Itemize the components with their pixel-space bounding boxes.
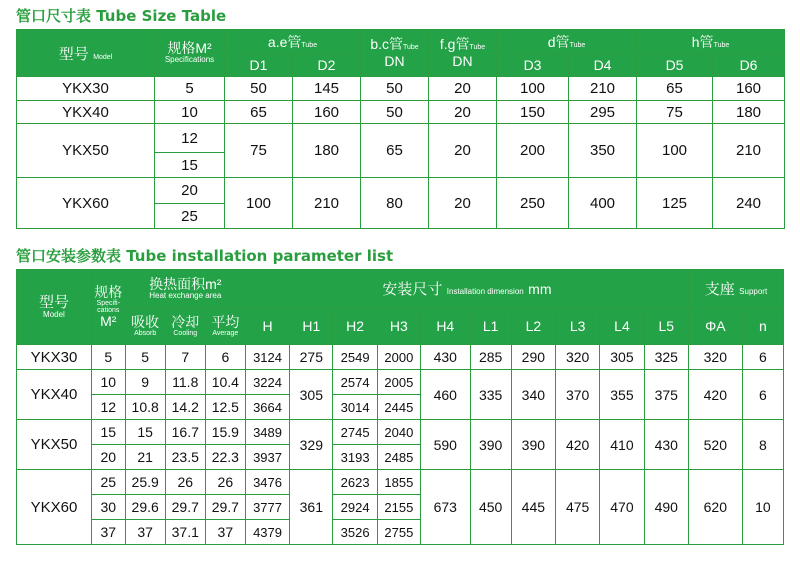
n-header: n	[742, 308, 783, 345]
h2-cell: 3014	[333, 395, 377, 420]
bc-dn-label: DN	[384, 53, 405, 70]
spec-cell: 12	[91, 395, 125, 420]
spec-cell: 15	[155, 153, 225, 178]
install-model-en: Model	[43, 309, 65, 319]
dn_fg-cell: 20	[429, 101, 497, 124]
l3-cell: 475	[556, 470, 600, 545]
dn_fg-cell: 20	[429, 124, 497, 178]
h3-cell: 2155	[377, 495, 420, 520]
n-cell: 10	[742, 470, 783, 545]
model-cell: YKX60	[17, 470, 92, 545]
absorb-cell: 37	[125, 520, 165, 545]
cooling-cell: 14.2	[165, 395, 205, 420]
spec-cell: 37	[91, 520, 125, 545]
install-spec-header	[91, 270, 125, 345]
table-row	[17, 77, 785, 101]
installation-body	[17, 345, 784, 545]
h3-cell: 1855	[377, 470, 420, 495]
heat-area-header	[125, 270, 245, 308]
bc-header-cn: b.c管	[370, 36, 403, 53]
model-header-en: Model	[93, 53, 113, 61]
l1-cell: 335	[470, 370, 511, 420]
spec-cell: 12	[155, 124, 225, 153]
h2-cell: 2549	[333, 345, 377, 370]
cooling-cell: 16.7	[165, 420, 205, 445]
model-cell: YKX30	[17, 77, 155, 101]
d1-cell: 50	[225, 77, 293, 101]
h1-cell: 329	[290, 420, 333, 470]
header-row	[17, 30, 785, 54]
d6-cell: 240	[713, 178, 785, 229]
h-cell: 4379	[245, 520, 289, 545]
l1-cell: 450	[470, 470, 511, 545]
l1-cell: 285	[470, 345, 511, 370]
spec-header-cn: 规格M²	[167, 40, 212, 57]
d4-cell: 210	[569, 77, 637, 101]
install-spec-unit: M²	[100, 313, 117, 330]
cooling-cell: 11.8	[165, 370, 205, 395]
n-cell: 6	[742, 345, 783, 370]
model-header-cn: 型号	[58, 45, 89, 63]
d5-cell: 100	[637, 124, 713, 178]
absorb-cell: 9	[125, 370, 165, 395]
h1-cell: 305	[290, 370, 333, 420]
table-row	[17, 470, 784, 495]
h3-cell: 2755	[377, 520, 420, 545]
l4-header: L4	[600, 308, 644, 345]
model-cell: YKX40	[17, 370, 92, 420]
cooling-header	[165, 308, 205, 345]
absorb-cell: 21	[125, 445, 165, 470]
average-en: Average	[212, 329, 239, 337]
h3-cell: 2445	[377, 395, 420, 420]
d1-cell: 75	[225, 124, 293, 178]
h4-cell: 460	[420, 370, 470, 420]
d-header-en: Tube	[569, 41, 586, 49]
spec-cell: 25	[155, 204, 225, 229]
model-cell: YKX50	[17, 124, 155, 178]
heat-area-cn: 换热面积m²	[149, 275, 222, 292]
table-row	[17, 101, 785, 124]
l2-cell: 445	[511, 470, 555, 545]
d1-header: D1	[225, 54, 293, 77]
cooling-en: Cooling	[173, 329, 198, 337]
average-cell: 22.3	[205, 445, 245, 470]
absorb-cell: 15	[125, 420, 165, 445]
h1-header: H1	[290, 308, 333, 345]
n-cell: 6	[742, 370, 783, 420]
support-header	[688, 270, 783, 308]
absorb-cell: 10.8	[125, 395, 165, 420]
cooling-cell: 26	[165, 470, 205, 495]
h2-cell: 2574	[333, 370, 377, 395]
support-cn: 支座	[704, 281, 735, 298]
table-row	[17, 178, 785, 204]
d2-cell: 180	[293, 124, 361, 178]
support-en: Support	[739, 287, 768, 296]
model-header	[17, 30, 155, 77]
table-row	[17, 345, 784, 370]
average-cell: 10.4	[205, 370, 245, 395]
d1-cell: 100	[225, 178, 293, 229]
install-model-cn: 型号	[38, 293, 69, 311]
l4-cell: 470	[600, 470, 644, 545]
d3-cell: 100	[497, 77, 569, 101]
h-cell: 3224	[245, 370, 289, 395]
table-row	[17, 420, 784, 445]
model-cell: YKX60	[17, 178, 155, 229]
h3-cell: 2040	[377, 420, 420, 445]
h-cell: 3664	[245, 395, 289, 420]
average-header	[205, 308, 245, 345]
spec-cell: 5	[155, 77, 225, 101]
average-cell: 37	[205, 520, 245, 545]
table-row	[17, 124, 785, 153]
ae-header-en: Tube	[301, 41, 318, 49]
l2-cell: 340	[511, 370, 555, 420]
h3-cell: 2005	[377, 370, 420, 395]
dn_bc-cell: 50	[361, 77, 429, 101]
tube-size-body	[17, 77, 785, 229]
dn_bc-cell: 50	[361, 101, 429, 124]
d3-cell: 150	[497, 101, 569, 124]
cooling-cell: 7	[165, 345, 205, 370]
install-dim-cn: 安装尺寸	[382, 281, 443, 298]
d4-cell: 350	[569, 124, 637, 178]
d6-cell: 160	[713, 77, 785, 101]
fg-header-en: Tube	[469, 44, 486, 52]
absorb-cn: 吸收	[131, 313, 160, 330]
d2-header: D2	[293, 54, 361, 77]
average-cell: 26	[205, 470, 245, 495]
dn_bc-cell: 80	[361, 178, 429, 229]
l4-cell: 410	[600, 420, 644, 470]
d4-cell: 295	[569, 101, 637, 124]
installation-table	[16, 269, 784, 545]
l4-cell: 355	[600, 370, 644, 420]
l1-cell: 390	[470, 420, 511, 470]
h3-cell: 2485	[377, 445, 420, 470]
ae-tube-header	[225, 30, 361, 54]
h2-header: H2	[333, 308, 377, 345]
phia-cell: 620	[688, 470, 742, 545]
spec-cell: 5	[91, 345, 125, 370]
d2-cell: 210	[293, 178, 361, 229]
install-dim-en: Installation dimension	[446, 287, 524, 296]
model-cell: YKX50	[17, 420, 92, 470]
model-cell: YKX40	[17, 101, 155, 124]
l3-cell: 370	[556, 370, 600, 420]
l2-header: L2	[511, 308, 555, 345]
h-cell: 3937	[245, 445, 289, 470]
cooling-cell: 29.7	[165, 495, 205, 520]
spec-cell: 30	[91, 495, 125, 520]
phia-cell: 320	[688, 345, 742, 370]
h4-cell: 590	[420, 420, 470, 470]
fg-tube-header	[429, 30, 497, 77]
l1-header: L1	[470, 308, 511, 345]
install-spec-en2: cations	[97, 307, 120, 314]
model-cell: YKX30	[17, 345, 92, 370]
l2-cell: 290	[511, 345, 555, 370]
d5-cell: 125	[637, 178, 713, 229]
l5-cell: 325	[644, 345, 688, 370]
dn_fg-cell: 20	[429, 77, 497, 101]
install-subheader-row	[17, 308, 784, 345]
h-tube-header	[637, 30, 785, 54]
d5-cell: 75	[637, 101, 713, 124]
fg-dn-label: DN	[452, 53, 473, 70]
h2-cell: 2623	[333, 470, 377, 495]
h-cell: 3777	[245, 495, 289, 520]
h2-cell: 3193	[333, 445, 377, 470]
l2-cell: 390	[511, 420, 555, 470]
l5-cell: 375	[644, 370, 688, 420]
spec-cell: 15	[91, 420, 125, 445]
phia-cell: 420	[688, 370, 742, 420]
h3-header: H3	[377, 308, 420, 345]
d2-cell: 145	[293, 77, 361, 101]
l5-cell: 490	[644, 470, 688, 545]
tube-size-table	[16, 29, 785, 229]
h2-cell: 2745	[333, 420, 377, 445]
l3-header: L3	[556, 308, 600, 345]
h-header: H	[245, 308, 289, 345]
spec-cell: 20	[91, 445, 125, 470]
average-cell: 29.7	[205, 495, 245, 520]
h1-cell: 275	[290, 345, 333, 370]
install-dim-header	[245, 270, 688, 308]
install-header-row	[17, 270, 784, 308]
h3-cell: 2000	[377, 345, 420, 370]
absorb-cell: 5	[125, 345, 165, 370]
average-cell: 6	[205, 345, 245, 370]
table-row	[17, 370, 784, 395]
l3-cell: 320	[556, 345, 600, 370]
d2-cell: 160	[293, 101, 361, 124]
tube-size-title: 管口尺寸表 Tube Size Table	[16, 7, 227, 25]
phia-cell: 520	[688, 420, 742, 470]
fg-header-cn: f.g管	[439, 36, 470, 53]
d1-cell: 65	[225, 101, 293, 124]
h-cell: 3124	[245, 345, 289, 370]
spec-cell: 10	[91, 370, 125, 395]
d6-cell: 180	[713, 101, 785, 124]
install-dim-unit: mm	[528, 281, 552, 297]
installation-title: 管口安装参数表 Tube installation parameter list	[16, 247, 394, 265]
average-cn: 平均	[211, 313, 240, 330]
average-cell: 12.5	[205, 395, 245, 420]
l5-header: L5	[644, 308, 688, 345]
bc-header-en: Tube	[403, 44, 419, 52]
spec-cell: 25	[91, 470, 125, 495]
absorb-cell: 25.9	[125, 470, 165, 495]
spec-cell: 20	[155, 178, 225, 204]
h4-cell: 430	[420, 345, 470, 370]
l4-cell: 305	[600, 345, 644, 370]
spec-header	[155, 30, 225, 77]
average-cell: 15.9	[205, 420, 245, 445]
bc-tube-header	[361, 30, 429, 77]
d5-header: D5	[637, 54, 713, 77]
install-spec-en1: Specifi-	[96, 299, 120, 307]
d3-cell: 200	[497, 124, 569, 178]
d3-cell: 250	[497, 178, 569, 229]
d3-header: D3	[497, 54, 569, 77]
h4-cell: 673	[420, 470, 470, 545]
h2-cell: 3526	[333, 520, 377, 545]
heat-area-en: Heat exchange area	[149, 290, 222, 300]
install-spec-cn: 规格	[94, 283, 123, 300]
h2-cell: 2924	[333, 495, 377, 520]
phia-header: ΦA	[688, 308, 742, 345]
absorb-header	[125, 308, 165, 345]
d4-header: D4	[569, 54, 637, 77]
h4-header: H4	[420, 308, 470, 345]
d4-cell: 400	[569, 178, 637, 229]
ae-header-cn: a.e管	[267, 33, 302, 50]
dn_fg-cell: 20	[429, 178, 497, 229]
h-cell: 3476	[245, 470, 289, 495]
d6-cell: 210	[713, 124, 785, 178]
h-cell: 3489	[245, 420, 289, 445]
h-header-cn: h管	[691, 33, 714, 50]
d-header-cn: d管	[547, 33, 570, 50]
d6-header: D6	[713, 54, 785, 77]
absorb-en: Absorb	[134, 329, 157, 337]
absorb-cell: 29.6	[125, 495, 165, 520]
cooling-cn: 冷却	[171, 313, 200, 330]
l3-cell: 420	[556, 420, 600, 470]
l5-cell: 430	[644, 420, 688, 470]
cooling-cell: 23.5	[165, 445, 205, 470]
spec-cell: 10	[155, 101, 225, 124]
cooling-cell: 37.1	[165, 520, 205, 545]
d5-cell: 65	[637, 77, 713, 101]
spec-header-en: Specifications	[164, 55, 215, 65]
h-header-en: Tube	[713, 41, 730, 49]
n-cell: 8	[742, 420, 783, 470]
d-tube-header	[497, 30, 637, 54]
install-model-header	[17, 270, 92, 345]
h1-cell: 361	[290, 470, 333, 545]
dn_bc-cell: 65	[361, 124, 429, 178]
